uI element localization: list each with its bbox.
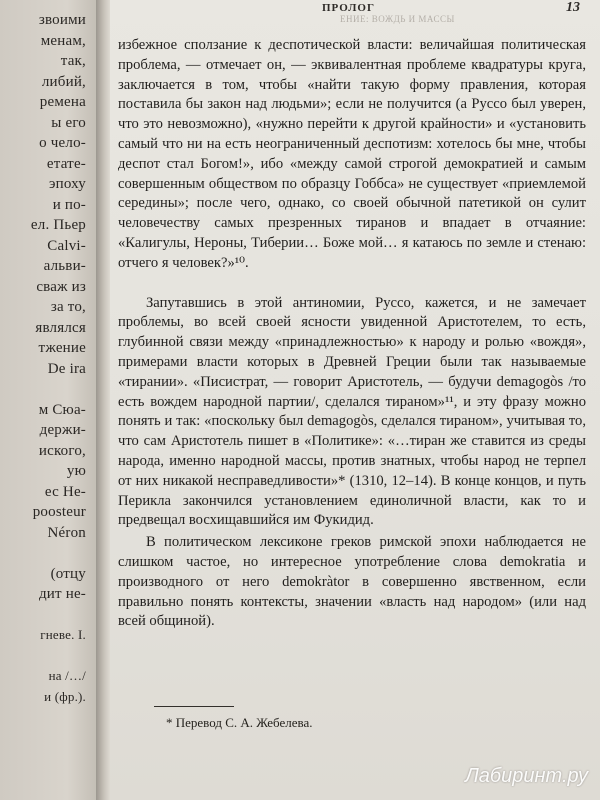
previous-page-line: (отцу (50, 565, 86, 582)
previous-page-line: м Сюа- (38, 401, 86, 418)
previous-page-line: иского, (38, 442, 86, 459)
previous-page-line: и (фр.). (44, 688, 86, 704)
previous-page-line: так, (60, 53, 86, 69)
paragraph-3: В политическом лексиконе греков римской эпохи наблюдается не слишком частое, но интересное употребление слова demokratia и производного от него demokràtor в совершенно явственном, если правильно понять контексты, значении «власть над народом» (или над всей общиной). (118, 534, 586, 630)
paragraph-2: Запутавшись в этой антиномии, Руссо, кажется, и не замечает проблемы, во всей своей ясности увиденной Аристотелем, то есть, глубинной связи между «принадлежностью» к народу и ролью «вождя», примерами власти которых в Древней Греции были так называемые «тирании». «Писистрат, — говорит Аристотель, — будучи demagogòs /то есть вождем народной партии/, сделался тираном»¹¹, и эту фразу можно понять и так: «поскольку был demagogòs, сделался тираном», учитывая то, что сам Аристотель пишет в «Политике»: «…тиран же ставится из среды народа, именно народной массы, против знатных, чтобы народ не терпел от них никакой несправедливости»* (1310, 12–14). В конце концов, и путь Перикла закончился установлением единоличной власти, как то и предвещал восхищавшийся им Фукидид. (118, 294, 586, 529)
previous-page-line: етате- (46, 155, 86, 172)
previous-page-line: являлся (35, 319, 86, 336)
previous-page-line: и по- (52, 196, 86, 213)
previous-page-line: Néron (47, 524, 86, 541)
previous-page-line: на /…/ (48, 668, 86, 683)
previous-page-line: ел. Пьер (30, 217, 86, 233)
page-number: 13 (566, 0, 580, 15)
paragraph-1: избежное сползание к деспотической власти: величайшая политическая проблема, — отмечает он, — эквивалентная проблеме квадратуры круга, заключается в том, чтобы «найти такую форму правления, которая поставила бы закон над людьми»; если не получится (а Руссо был уверен, что это невозможно), «нужно перейти к другой крайности» и «установить самый что ни на есть неограниченный деспотизм: хотелось бы мне, чтобы деспот стал Богом!», ибо «между самой строгой демократией и самым совершенным обществом по образцу Гоббса» не существует «приемлемой середины»; после чего, однако, со своей обычной патетикой он сулит человечеству самых презренных тиранов и впадает в отчаяние: «Калигулы, Нероны, Тиберии… Боже мой… я катаюсь по земле и стенаю: отчего я человек?»¹⁰. (118, 37, 586, 271)
watermark-logo: Лабиринт.ру (465, 765, 588, 787)
running-title: ПРОЛОГ (322, 2, 375, 14)
previous-page-line: ремена (39, 94, 86, 110)
book-gutter (96, 0, 110, 800)
previous-page-line: сваж из (36, 278, 86, 295)
footnote-rule (154, 706, 234, 707)
body-text (118, 36, 586, 632)
faint-header-text: ЕНИЕ: ВОЖДЬ И МАССЫ (340, 14, 455, 24)
previous-page-line: De ira (47, 360, 86, 377)
previous-page-line: poosteur (32, 504, 86, 520)
previous-page-line: тжение (38, 340, 86, 356)
previous-page-line: звоими (38, 12, 86, 28)
previous-page-line: Calvi- (47, 237, 86, 254)
previous-page-line: ес Не- (44, 483, 86, 500)
previous-page-line: гневе. I. (40, 627, 86, 642)
previous-page-line: ую (66, 463, 86, 479)
book-page (110, 0, 600, 800)
previous-page-line: за то, (50, 299, 86, 315)
previous-page-line: менам, (40, 32, 86, 49)
previous-page-line: альви- (43, 258, 86, 274)
previous-page-line: держи- (39, 422, 86, 438)
previous-page-line: о чело- (39, 135, 86, 151)
footnote: * Перевод С. А. Жебелева. (166, 715, 313, 730)
page-header (110, 0, 600, 24)
previous-page-fragment (0, 0, 96, 800)
previous-page-line: ы его (51, 114, 86, 131)
previous-page-line: либий, (41, 73, 86, 90)
previous-page-line: эпоху (48, 176, 86, 192)
previous-page-line: дит не- (38, 586, 86, 602)
